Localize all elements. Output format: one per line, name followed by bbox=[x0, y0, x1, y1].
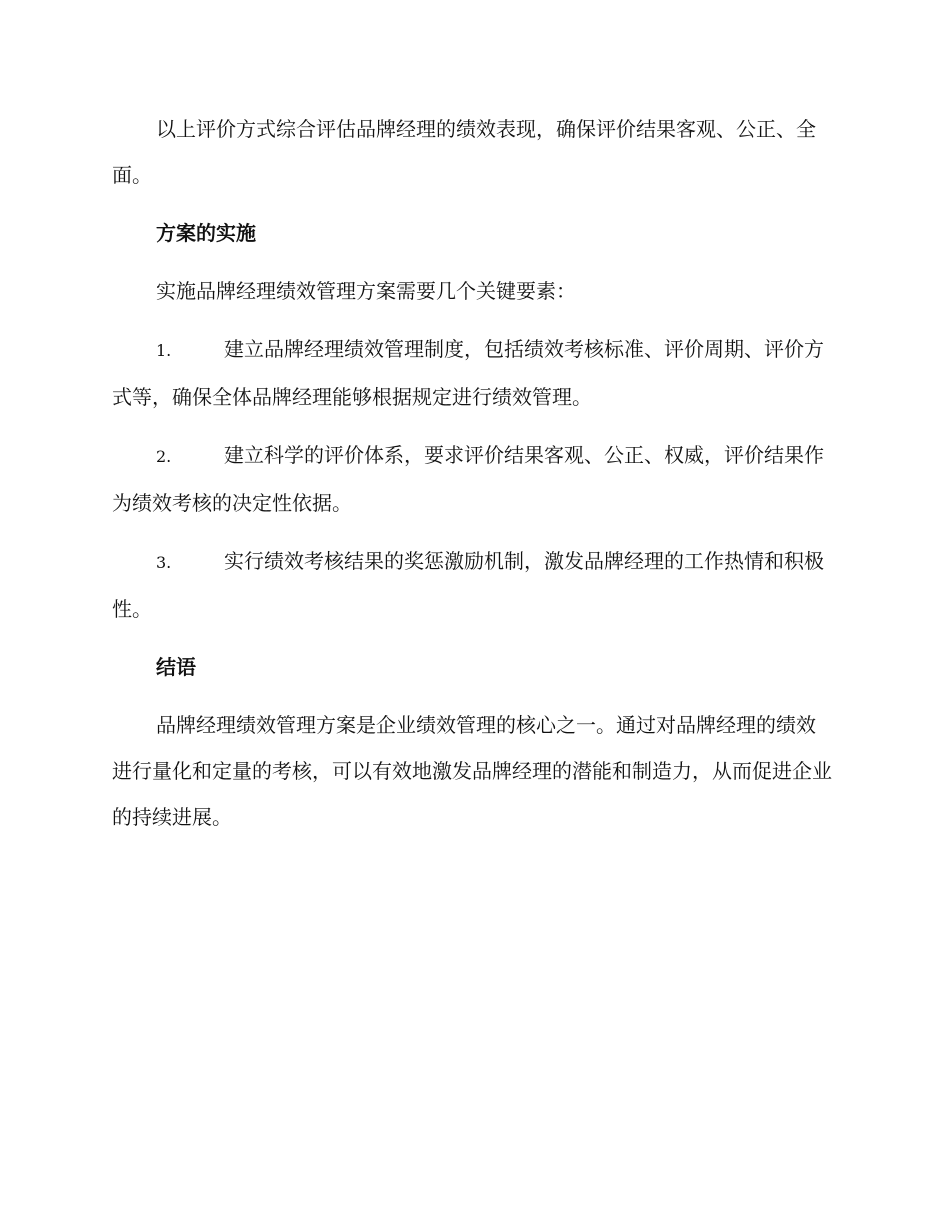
list-item bbox=[112, 432, 834, 526]
list-item-text: 建立品牌经理绩效管理制度，包括绩效考核标准、评价周期、评价方式等，确保全体品牌经理能够根据规定进行绩效管理。 bbox=[112, 337, 824, 409]
list-item-number: 2. bbox=[156, 447, 172, 466]
section-heading-implementation: 方案的实施 bbox=[156, 221, 256, 245]
list-item-number: 1. bbox=[156, 341, 172, 360]
list-item-text: 建立科学的评价体系，要求评价结果客观、公正、权威，评价结果作为绩效考核的决定性依据。 bbox=[112, 443, 824, 515]
list-item-text: 实行绩效考核结果的奖惩激励机制，激发品牌经理的工作热情和积极性。 bbox=[112, 549, 824, 621]
implementation-lead: 实施品牌经理绩效管理方案需要几个关键要素： bbox=[156, 279, 576, 303]
list-item bbox=[112, 538, 834, 632]
list-item bbox=[112, 326, 834, 420]
section-heading-conclusion: 结语 bbox=[156, 655, 196, 679]
list-item-number: 3. bbox=[156, 553, 172, 572]
document-body bbox=[112, 106, 834, 852]
conclusion-paragraph: 品牌经理绩效管理方案是企业绩效管理的核心之一。通过对品牌经理的绩效进行量化和定量的考核，可以有效地激发品牌经理的潜能和制造力，从而促进企业的持续进展。 bbox=[112, 713, 832, 829]
intro-paragraph: 以上评价方式综合评估品牌经理的绩效表现，确保评价结果客观、公正、全面。 bbox=[112, 117, 816, 187]
